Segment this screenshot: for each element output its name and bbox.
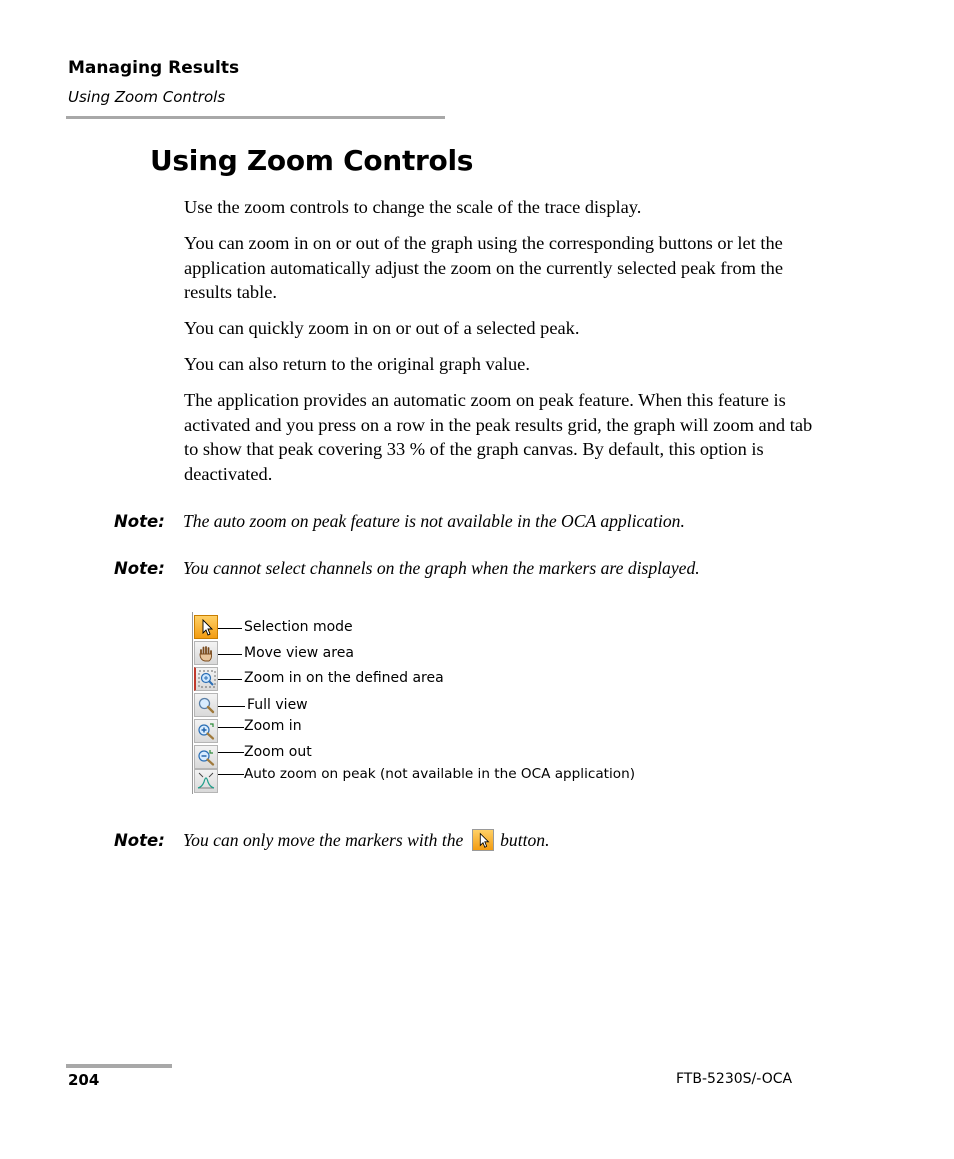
running-header-section: Managing Results	[68, 58, 240, 78]
paragraph-zoom-buttons: You can zoom in on or out of the graph using the corresponding buttons or let the application automatically adjust the zoom on the currently selected peak from the results table.	[184, 233, 784, 303]
zoom-out-button[interactable]	[194, 745, 218, 769]
label-selection-mode: Selection mode	[244, 619, 353, 635]
zoom-in-button[interactable]	[194, 719, 218, 743]
zoom-area-icon	[196, 668, 218, 690]
leader-line	[218, 752, 244, 753]
inline-selection-button	[472, 829, 494, 851]
label-zoom-in: Zoom in	[244, 718, 302, 734]
zoom-area-button[interactable]	[194, 667, 218, 691]
footer-rule	[66, 1064, 172, 1068]
page-title: Using Zoom Controls	[150, 144, 474, 177]
leader-line	[218, 774, 244, 775]
note-auto-zoom-oca	[114, 509, 834, 534]
paragraph-return-original: You can also return to the original graph value.	[184, 354, 530, 374]
note-label: Note:	[114, 512, 165, 531]
full-view-button[interactable]	[194, 693, 218, 717]
note-move-markers	[114, 828, 834, 853]
note-text: You cannot select channels on the graph when the markers are displayed.	[183, 558, 700, 578]
running-header-subsection: Using Zoom Controls	[68, 88, 226, 106]
auto-zoom-peak-button[interactable]	[194, 769, 218, 793]
leader-line	[218, 706, 245, 707]
toolbar-edge	[192, 612, 193, 794]
paragraph-auto-zoom: The application provides an automatic zoom on peak feature. When this feature is activated and you press on a row in the peak results grid, the graph will zoom and tab to show that peak covering 33 % of the graph canvas. By default, this option is deactivated.	[184, 390, 813, 484]
selection-mode-button[interactable]	[194, 615, 218, 639]
label-move-view-area: Move view area	[244, 645, 354, 661]
paragraph-intro: Use the zoom controls to change the scale of the trace display.	[184, 197, 642, 217]
leader-line	[218, 679, 242, 680]
label-zoom-out: Zoom out	[244, 744, 312, 760]
pointer-arrow-icon	[473, 830, 493, 850]
leader-line	[218, 628, 242, 629]
note-text: The auto zoom on peak feature is not available in the OCA application.	[183, 511, 685, 531]
product-model: FTB-5230S/-OCA	[676, 1071, 793, 1087]
magnifier-icon	[195, 694, 217, 716]
hand-icon	[195, 642, 217, 664]
zoom-in-icon	[195, 720, 217, 742]
note-label: Note:	[114, 559, 165, 578]
paragraph-quick-zoom: You can quickly zoom in on or out of a selected peak.	[184, 318, 580, 338]
note-channels-markers	[114, 556, 834, 581]
pointer-arrow-icon	[195, 616, 217, 638]
page-number: 204	[68, 1071, 100, 1089]
move-view-area-button[interactable]	[194, 641, 218, 665]
auto-zoom-peak-icon	[195, 770, 217, 792]
zoom-out-icon	[195, 746, 217, 768]
leader-line	[218, 654, 242, 655]
leader-line	[218, 727, 244, 728]
note-text-before: You can only move the markers with the	[183, 830, 468, 850]
label-zoom-area: Zoom in on the defined area	[244, 670, 444, 686]
note-text-after: button.	[495, 830, 550, 850]
label-auto-zoom-peak: Auto zoom on peak (not available in the OCA application)	[244, 766, 635, 782]
note-label: Note:	[114, 831, 165, 850]
header-rule	[66, 116, 445, 119]
label-full-view: Full view	[247, 697, 308, 713]
